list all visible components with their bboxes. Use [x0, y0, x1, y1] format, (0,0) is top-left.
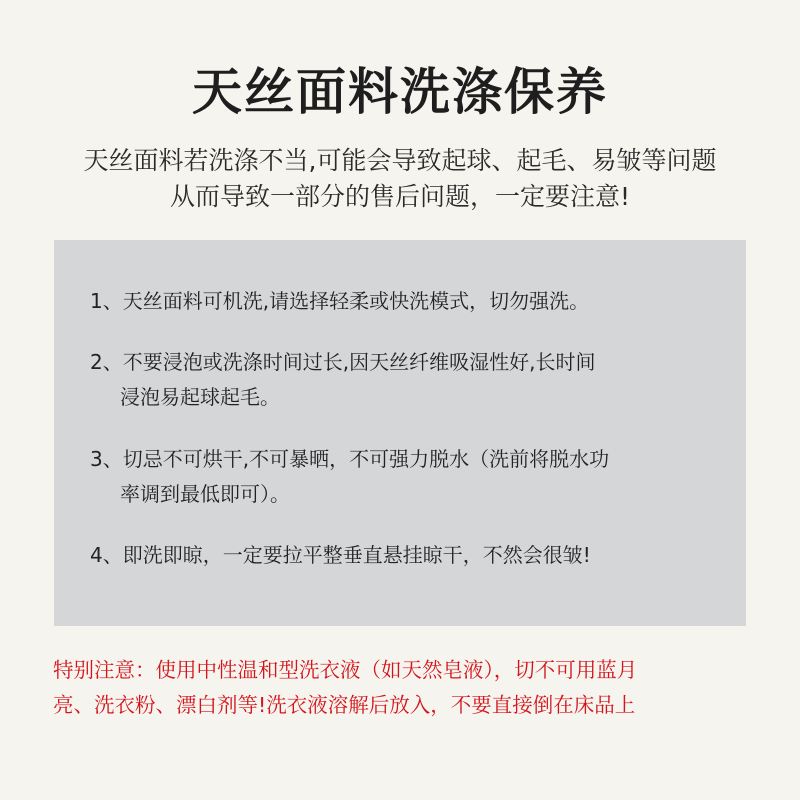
- instruction-item-3: [90, 442, 730, 512]
- instruction-item-4-line-1: 4、即洗即晾，一定要拉平整垂直悬挂晾干，不然会很皱!: [90, 543, 591, 567]
- intro-text: [0, 143, 800, 215]
- instruction-item-3-line-2: 率调到最低即可）。: [120, 482, 290, 506]
- instruction-item-2-line-1: 2、不要浸泡或洗涤时间过长,因天丝纤维吸湿性好,长时间: [90, 350, 596, 374]
- instruction-item-4: [90, 538, 730, 573]
- page-title: 天丝面料洗涤保养: [192, 63, 608, 121]
- instruction-item-2-line-2: 浸泡易起球起毛。: [120, 385, 280, 409]
- instruction-item-3-line-1: 3、切忌不可烘干,不可暴晒，不可强力脱水（洗前将脱水功: [90, 447, 610, 471]
- intro-line-1: 天丝面料若洗涤不当,可能会导致起球、起毛、易皱等问题: [83, 146, 717, 175]
- special-notice-line-1: 特别注意：使用中性温和型洗衣液（如天然皂液），切不可用蓝月: [53, 658, 638, 682]
- special-notice-line-2: 亮、洗衣粉、漂白剂等!洗衣液溶解后放入，不要直接倒在床品上: [53, 693, 636, 717]
- instruction-item-1: [90, 284, 730, 319]
- care-instructions-panel: [54, 240, 746, 626]
- intro-line-2: 从而导致一部分的售后问题，一定要注意!: [169, 182, 631, 211]
- instruction-item-2: [90, 345, 730, 415]
- instruction-item-1-line-1: 1、天丝面料可机洗,请选择轻柔或快洗模式，切勿强洗。: [90, 289, 590, 313]
- special-notice: [53, 653, 753, 723]
